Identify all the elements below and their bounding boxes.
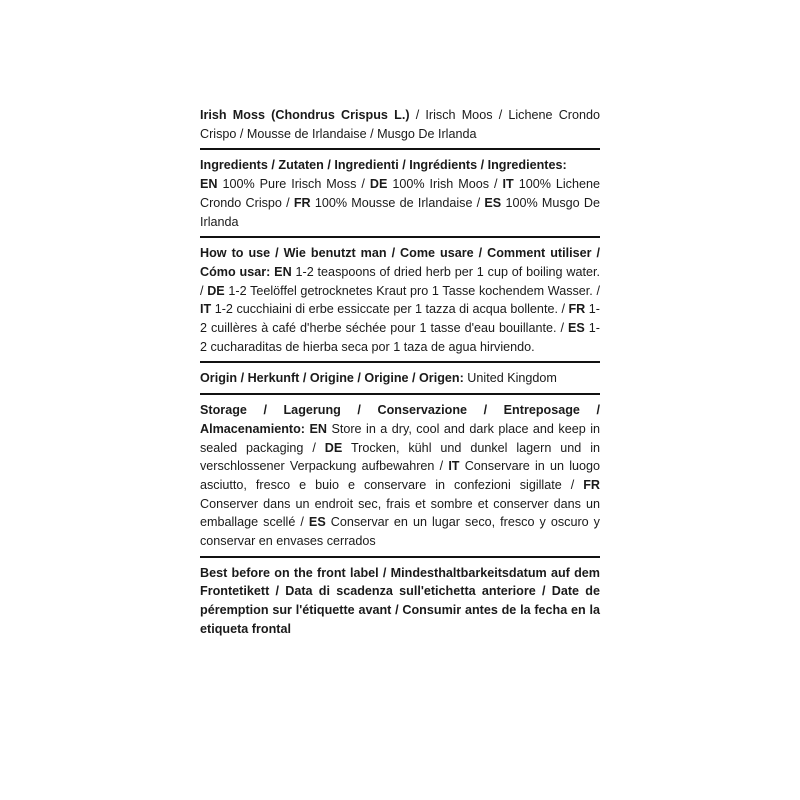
ingredients-fr: 100% Mousse de Irlandaise / xyxy=(310,195,485,210)
ingredients-de: 100% Irish Moos / xyxy=(387,177,503,192)
storage-heading: Storage / Lagerung / Conservazione / Entreposage / Almacenamiento: xyxy=(200,403,600,436)
how-to-use-en: 1-2 teaspoons of dried herb per 1 cup of boiling water. / xyxy=(200,264,600,298)
lang-code-en: EN xyxy=(304,421,327,436)
ingredients-es: 100% Musgo De Irlanda xyxy=(200,195,600,229)
divider xyxy=(200,148,600,150)
storage-section xyxy=(200,401,600,556)
product-name-bold: Irish Moss (Chondrus Crispus L.) xyxy=(200,108,410,122)
best-before-text: Best before on the front label / Mindesthaltbarkeitsdatum auf dem Frontetikett / Data di scadenza sull'etichetta anteriore / Date de péremption sur l'étiquette avant / Consumir antes de la fecha en la etiqueta frontal xyxy=(200,565,600,636)
storage-de: Trocken, kühl und dunkel lagern und in verschlossener Verpackung aufbewahren / xyxy=(200,440,600,474)
lang-code-es: ES xyxy=(567,321,585,336)
ingredients-section xyxy=(200,156,600,236)
lang-code-en: EN xyxy=(200,177,218,192)
how-to-use-fr: 1-2 cuillères à café d'herbe séchée pour 1 tasse d'eau bouillante. / xyxy=(200,302,600,336)
lang-code-es: ES xyxy=(484,195,502,210)
product-name-translations: / Irisch Moos / Lichene Crondo Crispo / Mousse de Irlandaise / Musgo De Irlanda xyxy=(200,108,601,141)
lang-code-it: IT xyxy=(200,302,212,317)
divider xyxy=(200,236,600,238)
how-to-use-de: 1-2 Teelöffel getrocknetes Kraut pro 1 Tasse kochendem Wasser. / xyxy=(224,283,601,298)
lang-code-fr: FR xyxy=(583,477,600,492)
lang-code-it: IT xyxy=(502,177,514,192)
divider xyxy=(200,556,600,558)
storage-en: Store in a dry, cool and dark place and keep in sealed packaging / xyxy=(200,421,600,455)
how-to-use-es: 1-2 cucharaditas de hierba seca por 1 taza de agua hirviendo. xyxy=(200,321,600,354)
product-label xyxy=(200,106,600,644)
lang-code-de: DE xyxy=(369,177,388,192)
how-to-use-heading: How to use / Wie benutzt man / Come usare / Comment utiliser / Cómo usar: xyxy=(200,246,600,279)
lang-code-es: ES xyxy=(308,515,326,530)
storage-es: Conservar en un lugar seco, fresco y oscuro y conservar en envases cerrados xyxy=(200,515,600,549)
origin-heading: Origin / Herkunft / Origine / Origine / Origen: xyxy=(200,371,464,386)
product-name xyxy=(200,106,600,148)
how-to-use-section xyxy=(200,244,600,361)
ingredients-en: 100% Pure Irisch Moss / xyxy=(217,177,370,192)
lang-code-it: IT xyxy=(448,459,460,474)
ingredients-heading: Ingredients / Zutaten / Ingredienti / Ingrédients / Ingredientes: xyxy=(200,158,567,173)
storage-fr: Conserver dans un endroit sec, frais et sombre et conserver dans un emballage scellé / xyxy=(200,496,600,530)
origin-value: United Kingdom xyxy=(463,371,557,386)
storage-it: Conservare in un luogo asciutto, fresco e buio e conservare in confezioni sigillate / xyxy=(200,459,601,492)
lang-code-de: DE xyxy=(207,283,225,298)
lang-code-fr: FR xyxy=(293,195,311,210)
divider xyxy=(200,361,600,363)
best-before-section xyxy=(200,564,600,644)
origin-section xyxy=(200,369,600,393)
how-to-use-it: 1-2 cucchiaini di erbe essiccate per 1 tazza di acqua bollente. / xyxy=(211,302,569,317)
lang-code-fr: FR xyxy=(568,302,586,317)
ingredients-it: 100% Lichene Crondo Crispo / xyxy=(200,177,600,210)
lang-code-en: EN xyxy=(274,264,292,279)
divider xyxy=(200,393,600,395)
lang-code-de: DE xyxy=(324,440,343,455)
